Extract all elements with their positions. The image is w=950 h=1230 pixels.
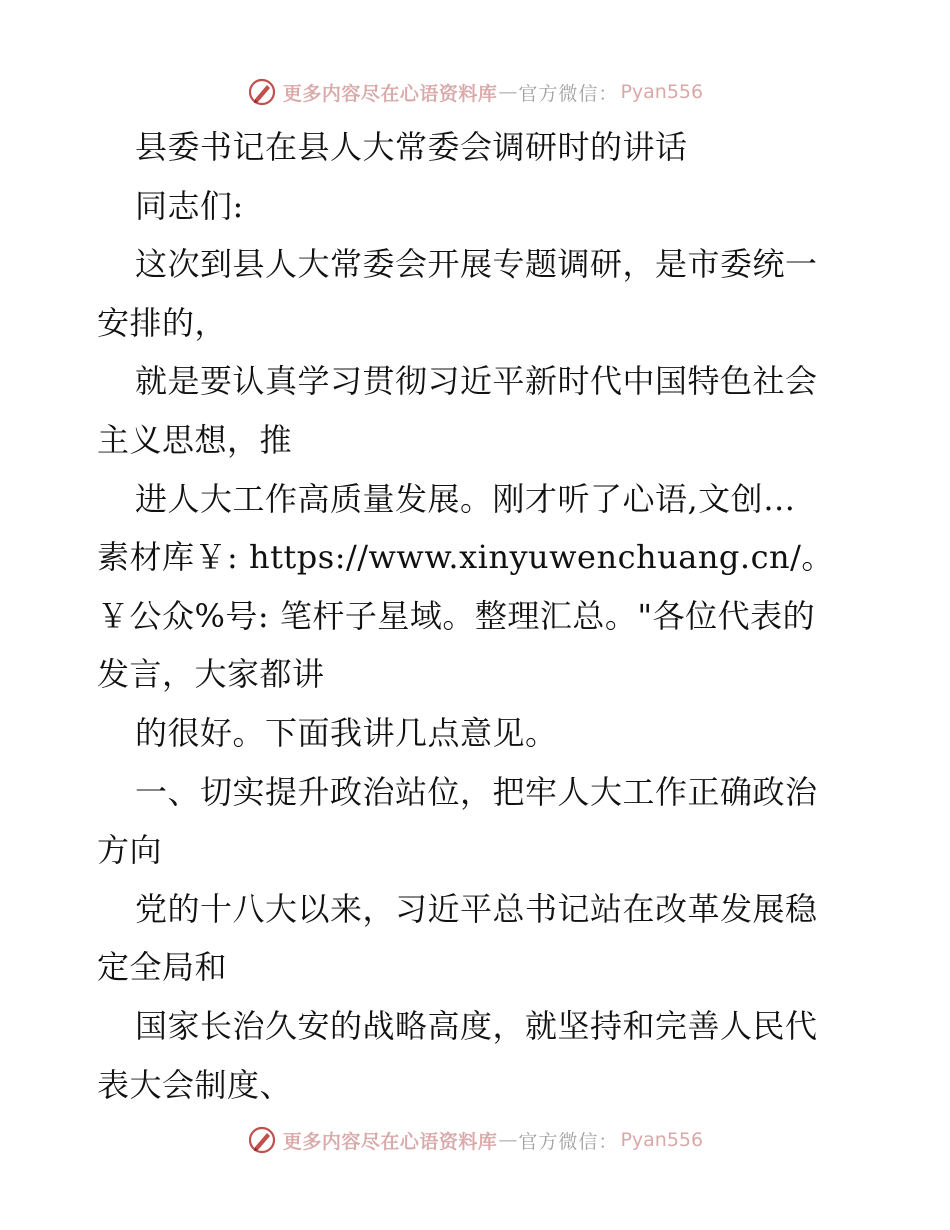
doc-line-url: 素材库￥: https://www.xinyuwenchuang.cn/。 — [97, 538, 834, 577]
doc-line: 的很好。下面我讲几点意见。 — [135, 713, 558, 752]
watermark-contact-label: 官方微信： — [518, 82, 619, 105]
doc-line: 国家长治久安的战略高度，就坚持和完善人民代 — [135, 1006, 818, 1045]
watermark-brand: 更多内容尽在心语资料库 — [282, 82, 498, 105]
doc-line: 安排的， — [97, 303, 228, 342]
watermark-wechat-id: Pyan556 — [620, 81, 704, 103]
watermark-dash: — — [498, 81, 518, 103]
document-body — [97, 118, 857, 1114]
doc-line: ￥公众%号: 笔杆子星域。整理汇总。"各位代表的 — [97, 596, 816, 635]
footer-watermark — [0, 1120, 950, 1160]
doc-line: 发言，大家都讲 — [97, 655, 325, 694]
watermark-brand: 更多内容尽在心语资料库 — [282, 1130, 498, 1153]
doc-line: 党的十八大以来，习近平总书记站在改革发展稳 — [135, 889, 818, 928]
watermark-contact-label: 官方微信： — [518, 1130, 619, 1153]
doc-line: 就是要认真学习贯彻习近平新时代中国特色社会 — [135, 362, 818, 401]
doc-line: 主义思想，推 — [97, 420, 293, 459]
doc-line: 进人大工作高质量发展。刚才听了心语,文创… — [135, 479, 796, 518]
watermark-dash: — — [498, 1129, 518, 1151]
doc-line: 定全局和 — [97, 948, 228, 987]
header-watermark — [0, 72, 950, 112]
doc-title: 县委书记在县人大常委会调研时的讲话 — [135, 128, 688, 166]
pen-logo-icon — [247, 1125, 277, 1155]
doc-line: 这次到县人大常委会开展专题调研，是市委统一 — [135, 245, 818, 284]
doc-salutation: 同志们: — [135, 186, 244, 225]
pen-logo-icon — [247, 77, 277, 107]
doc-section-heading-cont: 方向 — [97, 831, 163, 870]
doc-section-heading: 一、切实提升政治站位，把牢人大工作正确政治 — [135, 772, 818, 811]
watermark-wechat-id: Pyan556 — [620, 1129, 704, 1151]
doc-line: 表大会制度、 — [97, 1065, 293, 1104]
